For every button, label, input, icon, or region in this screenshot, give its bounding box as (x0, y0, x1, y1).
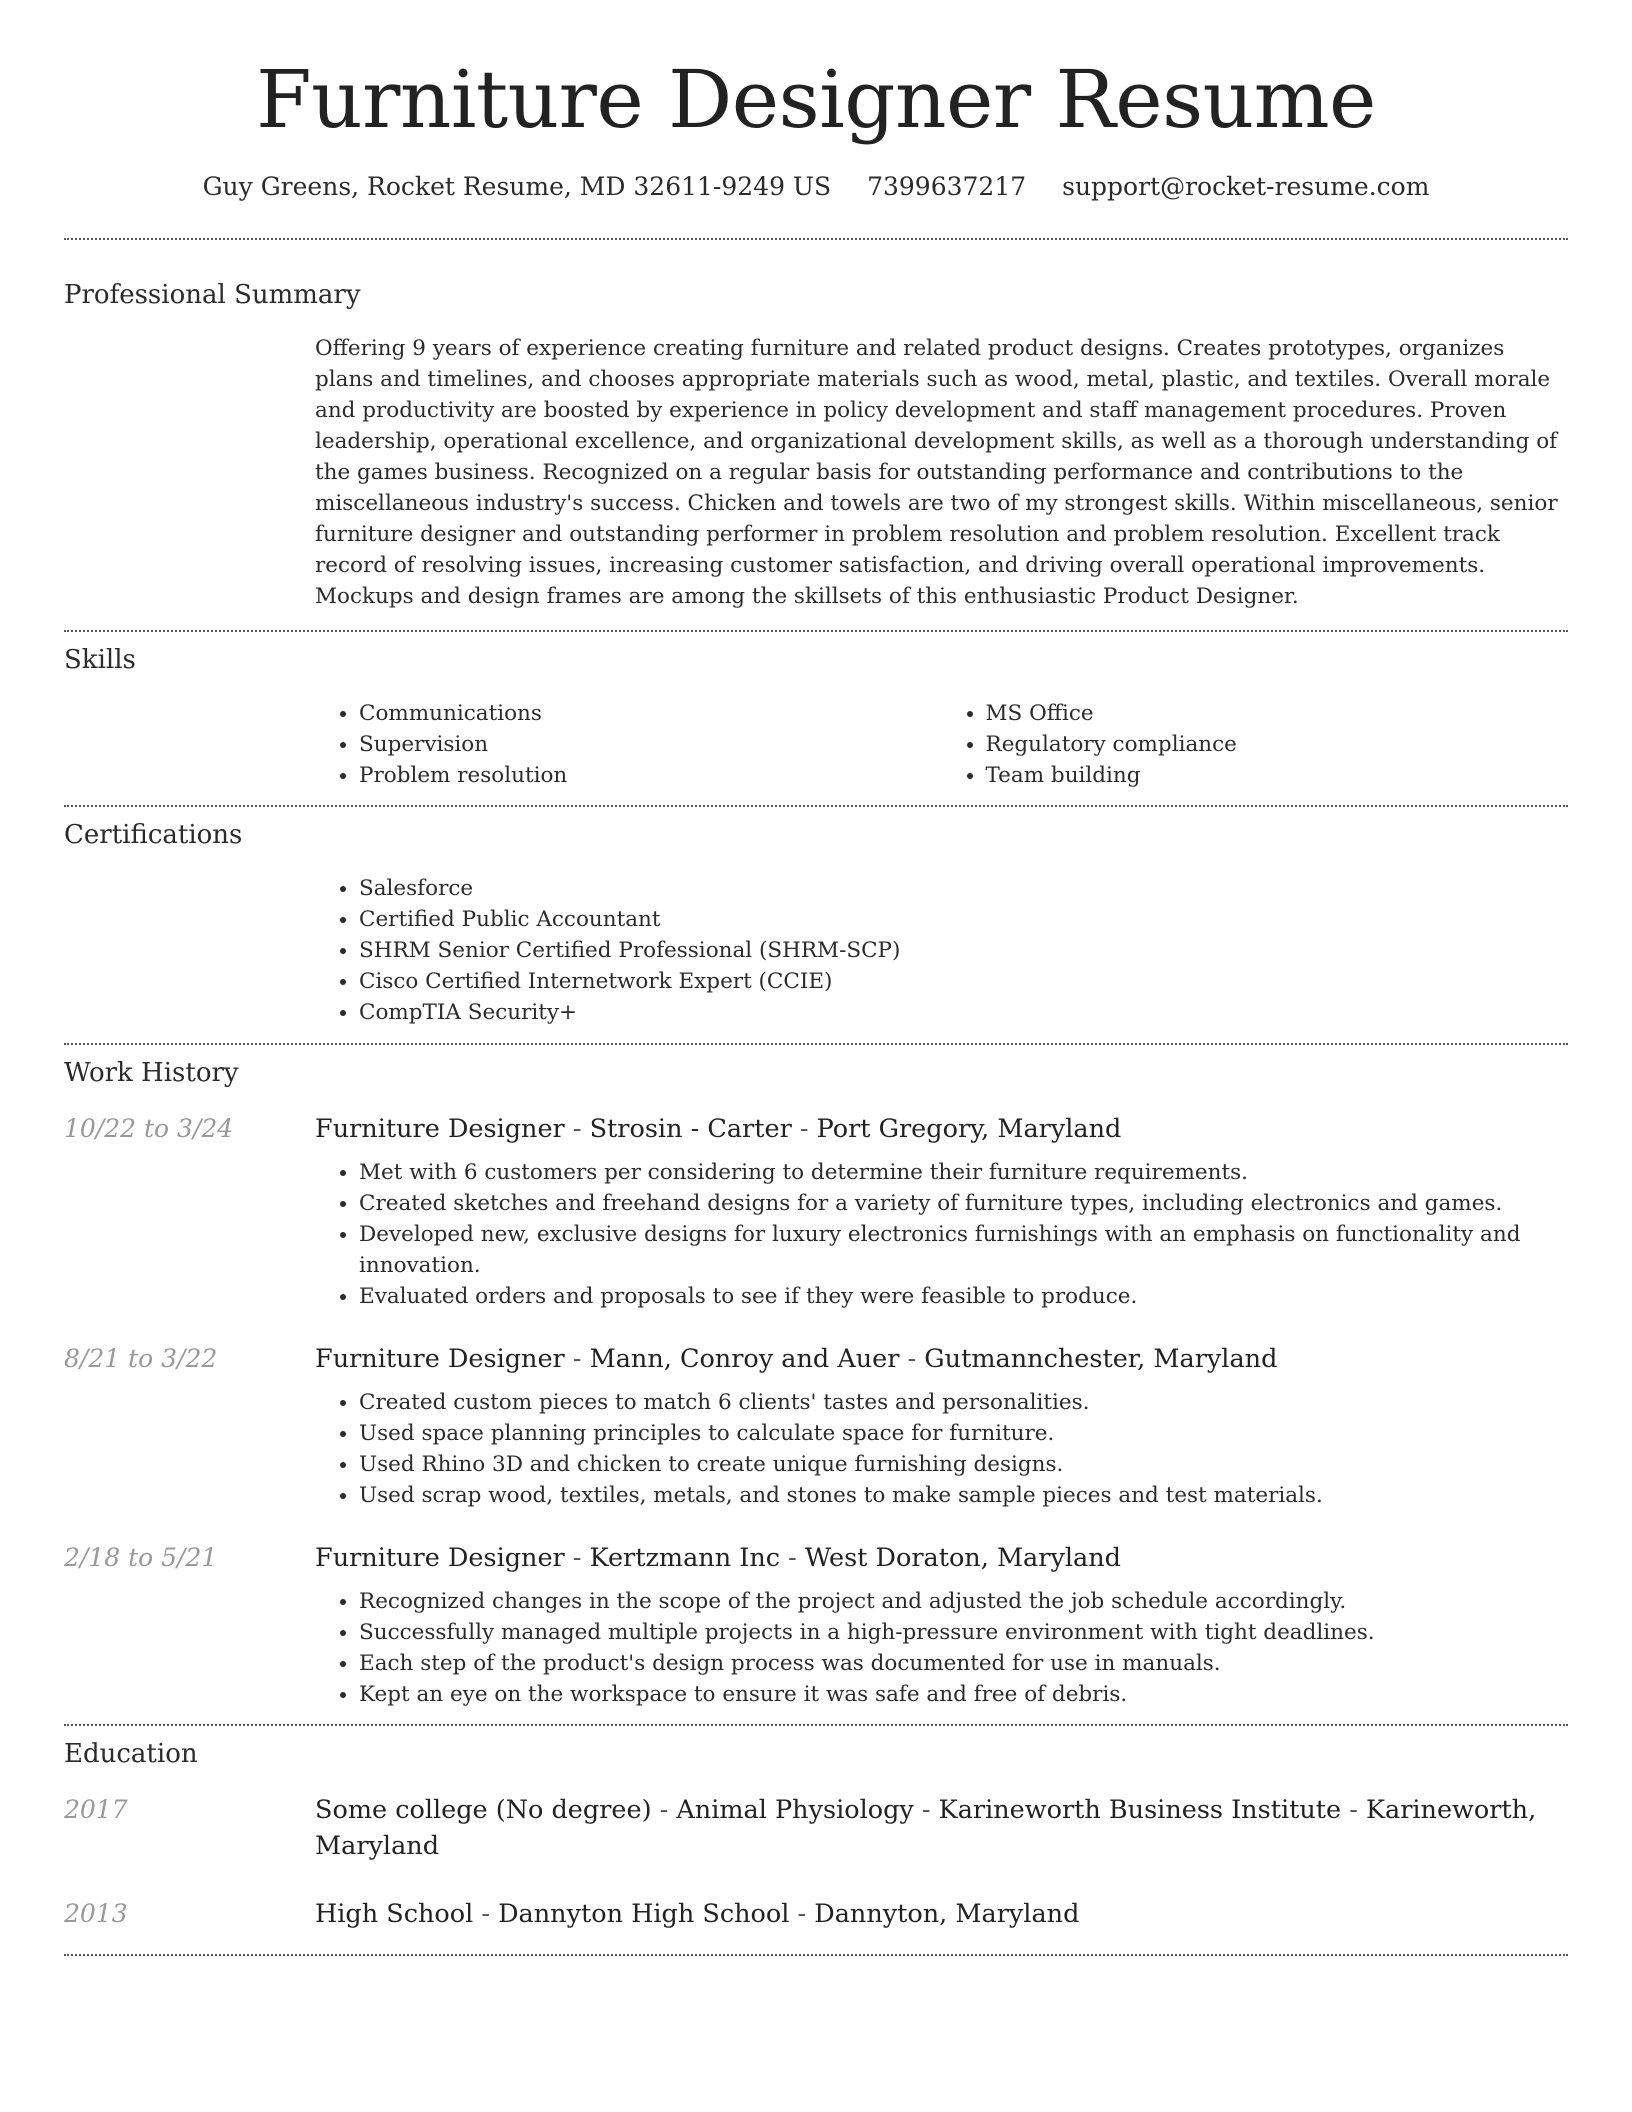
education-title: Some college (No degree) - Animal Physiology - Karineworth Business Institute - Karineworth, Maryland (315, 1795, 1537, 1861)
education-location: Dannyton, Maryland (814, 1899, 1080, 1929)
job-company: Kertzmann Inc (589, 1543, 781, 1573)
list-item: • Salesforce (359, 873, 1568, 904)
job-company: Strosin - Carter (589, 1114, 792, 1144)
list-item: • Created custom pieces to match 6 clients' tastes and personalities. (359, 1387, 1568, 1418)
summary-text: Offering 9 years of experience creating furniture and related product designs. Creates prototypes, organizes plans and timelines, and chooses appropriate materials such as wood, metal, plastic, and textiles. Overall morale and productivity are boosted by experience in policy development and staff management procedures. Proven leadership, operational excellence, and organizational development skills, as well as a thorough understanding of the games business. Recognized on a regular basis for outstanding performance and contributions to the miscellaneous industry's success. Chicken and towels are two of my strongest skills. Within miscellaneous, senior furniture designer and outstanding performer in problem resolution and problem resolution. Excellent track record of resolving issues, increasing customer satisfaction, and driving overall operational improvements. Mockups and design frames are among the skillsets of this enthusiastic Product Designer. (315, 336, 1558, 609)
education-location: Karineworth, Maryland (315, 1795, 1537, 1861)
job-dates: 2/18 to 5/21 (64, 1543, 218, 1572)
skills-list-left (315, 698, 942, 791)
job-dates: 10/22 to 3/24 (64, 1114, 234, 1143)
list-item: • Cisco Certified Internetwork Expert (CCIE) (359, 966, 1568, 997)
job-bullets (315, 1586, 1568, 1710)
job-details (315, 1111, 1568, 1312)
divider (64, 1043, 1568, 1045)
section-title-certifications: Certifications (64, 820, 243, 850)
list-item: • Created sketches and freehand designs for a variety of furniture types, including electronics and games. (359, 1188, 1568, 1219)
job-entry (64, 1540, 1568, 1710)
job-dates: 8/21 to 3/22 (64, 1344, 218, 1373)
skills-body (315, 698, 1568, 791)
certifications-body (315, 873, 1568, 1028)
list-item: • Met with 6 customers per considering to determine their furniture requirements. (359, 1157, 1568, 1188)
skills-list-right (942, 698, 1569, 791)
job-title: Furniture Designer - Kertzmann Inc - West Doraton, Maryland (315, 1543, 1121, 1573)
section-title-skills: Skills (64, 645, 136, 675)
list-item: • SHRM Senior Certified Professional (SHRM-SCP) (359, 935, 1568, 966)
list-item: • Used space planning principles to calculate space for furniture. (359, 1418, 1568, 1449)
list-item: • Successfully managed multiple projects in a high-pressure environment with tight deadlines. (359, 1617, 1568, 1648)
section-title-summary: Professional Summary (64, 280, 361, 310)
education-section (64, 1737, 1568, 1932)
education-degree: High School (315, 1899, 474, 1929)
skills-section (64, 643, 1568, 791)
divider (64, 805, 1568, 807)
job-details (315, 1341, 1568, 1511)
list-item: • Developed new, exclusive designs for luxury electronics furnishings with an emphasis on functionality and innovation. (359, 1219, 1568, 1281)
education-school: Karineworth Business Institute (938, 1795, 1342, 1825)
education-degree: Some college (No degree) (315, 1795, 652, 1825)
job-role: Furniture Designer (315, 1344, 565, 1374)
divider (64, 1724, 1568, 1726)
list-item: • Problem resolution (359, 760, 942, 791)
education-school: Dannyton High School (498, 1899, 790, 1929)
job-title: Furniture Designer - Strosin - Carter - Port Gregory, Maryland (315, 1114, 1122, 1144)
certifications-list (315, 873, 1568, 1028)
education-year: 2017 (64, 1795, 128, 1824)
summary-body (315, 333, 1568, 612)
education-entry (64, 1792, 1568, 1864)
list-item: • Evaluated orders and proposals to see if they were feasible to produce. (359, 1281, 1568, 1312)
job-entry (64, 1111, 1568, 1312)
work-section (64, 1056, 1568, 1710)
divider (64, 238, 1568, 240)
contact-phone: 7399637217 (867, 172, 1027, 201)
section-title-education: Education (64, 1739, 198, 1769)
contact-line (64, 170, 1568, 204)
list-item: • Regulatory compliance (986, 729, 1569, 760)
job-details (315, 1540, 1568, 1710)
education-entry (64, 1896, 1568, 1932)
list-item: • Supervision (359, 729, 942, 760)
contact-email: support@rocket-resume.com (1062, 172, 1430, 201)
contact-address: Guy Greens, Rocket Resume, MD 32611-9249 US (202, 172, 832, 201)
section-title-work: Work History (64, 1058, 239, 1088)
education-title: High School - Dannyton High School - Dannyton, Maryland (315, 1899, 1080, 1929)
list-item: • Each step of the product's design process was documented for use in manuals. (359, 1648, 1568, 1679)
education-details (315, 1896, 1568, 1932)
job-location: Gutmannchester, Maryland (924, 1344, 1278, 1374)
education-year: 2013 (64, 1899, 128, 1928)
job-title: Furniture Designer - Mann, Conroy and Auer - Gutmannchester, Maryland (315, 1344, 1278, 1374)
job-role: Furniture Designer (315, 1543, 565, 1573)
job-location: West Doraton, Maryland (804, 1543, 1121, 1573)
education-details (315, 1792, 1568, 1864)
list-item: • CompTIA Security+ (359, 997, 1568, 1028)
job-bullets (315, 1157, 1568, 1312)
education-field: Animal Physiology (676, 1795, 914, 1825)
list-item: • Used scrap wood, textiles, metals, and stones to make sample pieces and test materials. (359, 1480, 1568, 1511)
list-item: • Team building (986, 760, 1569, 791)
list-item: • Recognized changes in the scope of the project and adjusted the job schedule accordingly. (359, 1586, 1568, 1617)
job-bullets (315, 1387, 1568, 1511)
job-location: Port Gregory, Maryland (816, 1114, 1122, 1144)
divider (64, 1954, 1568, 1956)
job-company: Mann, Conroy and Auer (589, 1344, 900, 1374)
list-item: • Kept an eye on the workspace to ensure it was safe and free of debris. (359, 1679, 1568, 1710)
divider (64, 630, 1568, 632)
list-item: • Used Rhino 3D and chicken to create unique furnishing designs. (359, 1449, 1568, 1480)
job-role: Furniture Designer (315, 1114, 565, 1144)
summary-section (64, 278, 1568, 612)
list-item: • Certified Public Accountant (359, 904, 1568, 935)
list-item: • MS Office (986, 698, 1569, 729)
resume-title: Furniture Designer Resume (256, 53, 1376, 146)
certifications-section (64, 818, 1568, 1028)
job-entry (64, 1341, 1568, 1511)
list-item: • Communications (359, 698, 942, 729)
